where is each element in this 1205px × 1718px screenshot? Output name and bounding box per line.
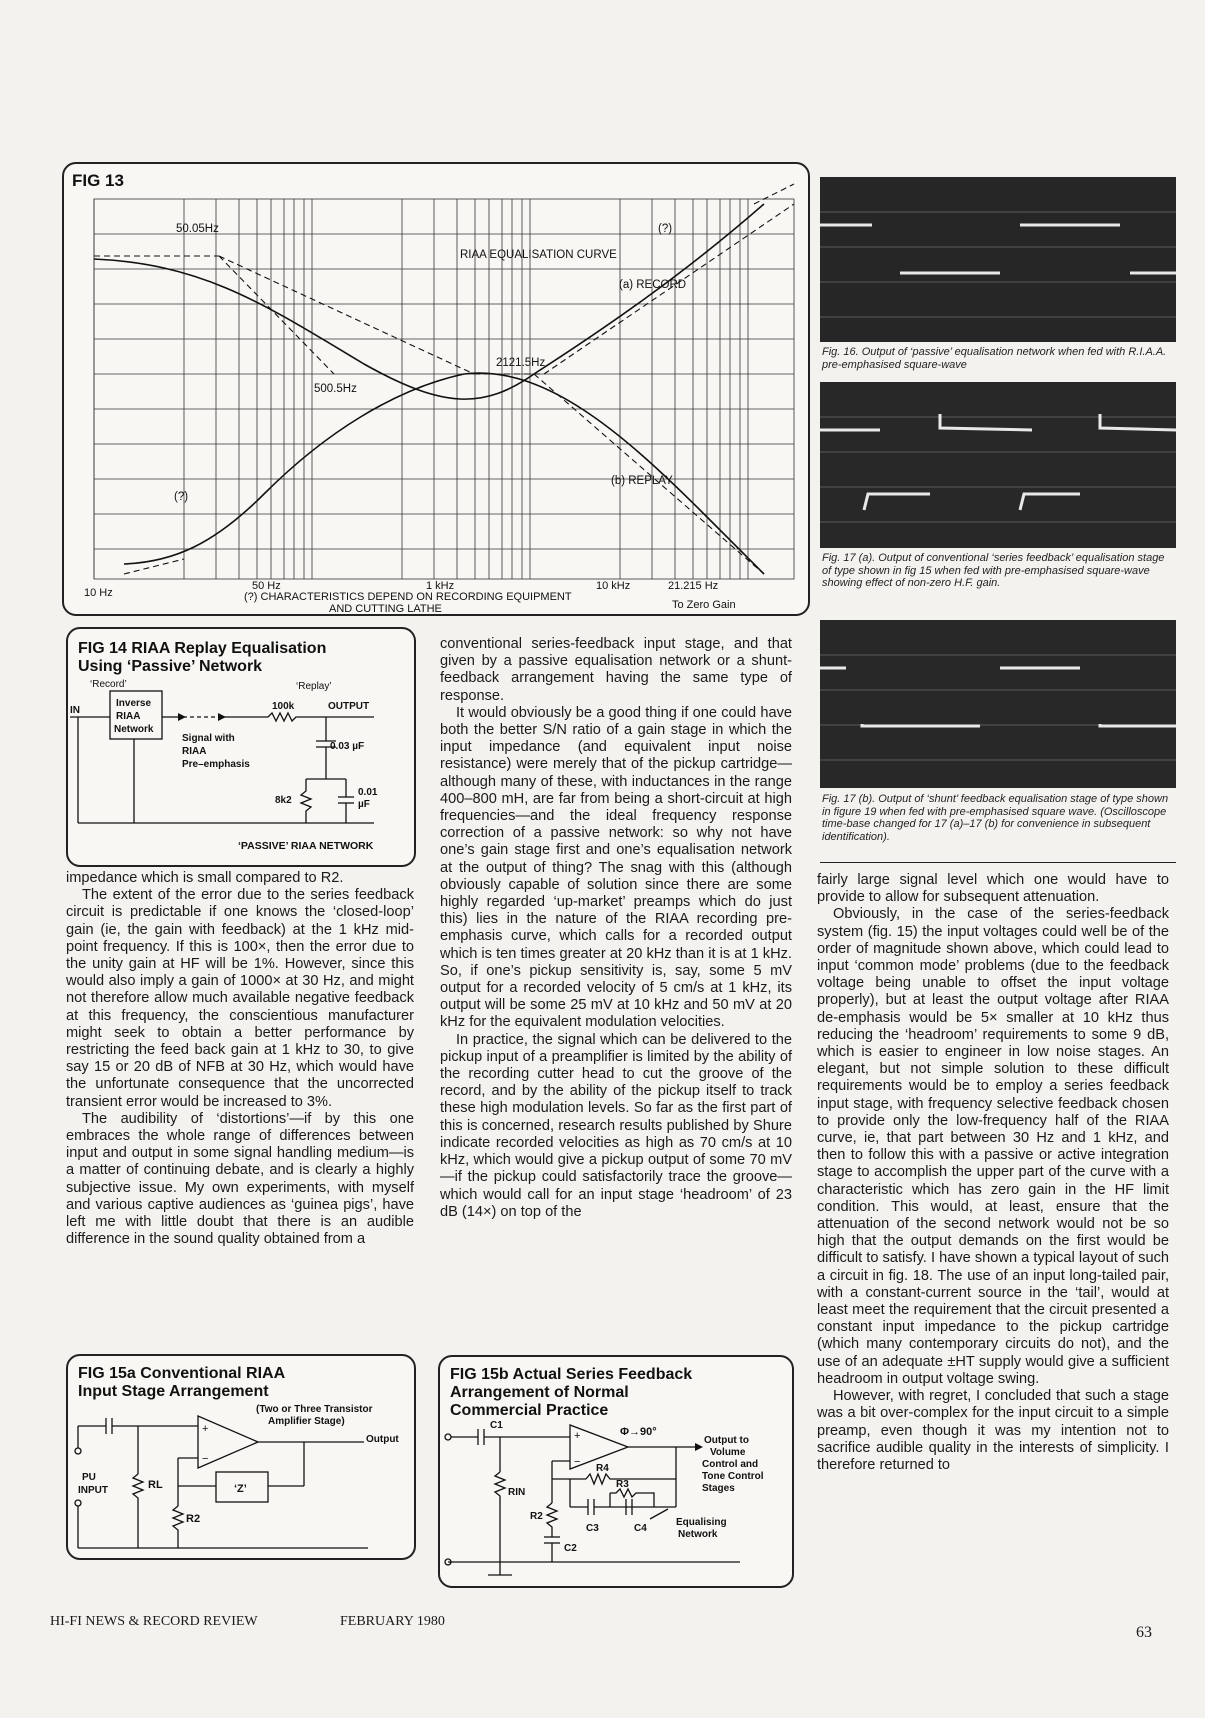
fig14-footer: ‘PASSIVE’ RIAA NETWORK — [238, 840, 374, 852]
fig15b-title: FIG 15b Actual Series Feedback — [450, 1366, 693, 1383]
fig14-title: FIG 14 RIAA Replay Equalisation — [78, 640, 327, 657]
fig14-in-label: IN — [70, 705, 80, 716]
label-q2: (?) — [174, 491, 189, 503]
fig15b-output-line1: Output to — [704, 1435, 749, 1446]
fig13-box — [62, 162, 810, 616]
fig15b-eq-line2: Network — [678, 1529, 718, 1540]
fig15b-eq-line1: Equalising — [676, 1517, 727, 1528]
svg-text:+: + — [202, 1423, 209, 1435]
col2-para-1: conventional series-feedback input stage, and that given by a passive equalisation network or a shunt-feedback arrangement having the same type of response. — [440, 636, 792, 704]
fig14-signal-line2: RIAA — [182, 746, 207, 757]
fig15b-c2-label: C2 — [564, 1543, 577, 1554]
svg-text:−: − — [202, 1453, 209, 1465]
fig14-output-label: OUTPUT — [328, 701, 370, 712]
label-zero-gain: To Zero Gain — [672, 599, 736, 611]
fig15b-rin-label: RIN — [508, 1487, 526, 1498]
xtick-10khz: 10 kHz — [596, 580, 631, 592]
fig14-replay-label: ‘Replay’ — [296, 681, 332, 692]
fig15b-output-line4: Tone Control — [702, 1471, 764, 1482]
svg-text:−: − — [574, 1456, 581, 1468]
fig15a-box — [66, 1354, 416, 1560]
label-500hz: 500.5Hz — [314, 383, 357, 395]
footer-magazine: HI-FI NEWS & RECORD REVIEW — [50, 1614, 258, 1629]
fig15a-input-label: INPUT — [78, 1485, 108, 1496]
fig14-circuit — [68, 629, 414, 865]
fig14-c2-label-a: 0.01 — [358, 787, 378, 798]
caption-divider — [820, 862, 1176, 863]
fig15a-amp-line2: Amplifier Stage) — [268, 1416, 345, 1427]
fig15b-title-3: Commercial Practice — [450, 1402, 609, 1419]
col3-para-2: Obviously, in the case of the series-feedback system (fig. 15) the input voltages could well be of the order of magnitude shown above, which could lead to input ‘common mode’ problems (due to the feedback voltage being unable to offset the input voltage properly), but at least the output voltage after RIAA de-emphasis would be 5× smaller at 10 kHz thus reducing the ‘headroom’ requirements to some 9 dB, which is easier to engineer in low noise stages. An elegant, but not simple solution to these difficult requirements would be to employ a series feedback input stage, with frequency selective feedback chosen to provide only the low-frequency half of the RIAA curve, ie, that part between 30 Hz and 1 kHz, and then to follow this with a passive or active integration stage to accomplish the upper part of the curve with a characteristic which has zero gain in the HF limit condition. This would, at least, ensure that the attenuation of the second network would not be so high that the output demands on the first would be difficult to satisfy. I have shown a typical layout of such a circuit in fig. 18. The use of an input long-tailed pair, with a constant-current source in the ‘tail’, would at least meet the requirement that the circuit presented a constant input impedance to the pickup cartridge (which many contemporary circuits do not), and the use of an adequate ±HT supply would give a sufficient headroom in output voltage swing. — [817, 906, 1169, 1387]
fig15b-output-line3: Control and — [702, 1459, 759, 1470]
col1-para-3: The audibility of ‘distortions’—if by this one embraces the whole range of differences between input and output in some signal handling medium—is a matter of continuing debate, and is clearly a highly subjective issue. My own experiments, with myself and various captive audiences as ‘guinea pigs’, have left me with little doubt that there is an audible difference in the sound quality obtained from a — [66, 1110, 414, 1248]
col3-para-1: fairly large signal level which one would have to provide to allow for subsequent attenuation. — [817, 872, 1169, 906]
label-record: (a) RECORD — [619, 279, 687, 291]
fig15b-c4-label: C4 — [634, 1523, 647, 1534]
fig14-c1-label: 0.03 µF — [330, 741, 365, 752]
fig14-c2-label-b: µF — [358, 799, 370, 810]
caption-fig16: Fig. 16. Output of ‘passive’ equalisation network when fed with R.I.A.A. pre-emphasised square-wave — [822, 346, 1167, 371]
fig13-graph — [64, 164, 808, 614]
text-column-1 — [66, 870, 414, 1248]
footer-page-number: 63 — [1136, 1624, 1152, 1641]
oscilloscope-photo-fig17b — [820, 620, 1176, 788]
fig15b-r3-label: R3 — [616, 1479, 629, 1490]
fig15a-pu-label: PU — [82, 1472, 96, 1483]
label-q1: (?) — [658, 223, 673, 235]
fig14-box-line3: Network — [114, 724, 154, 735]
fig15b-r4-label: R4 — [596, 1463, 609, 1474]
fig15a-title-2: Input Stage Arrangement — [78, 1383, 269, 1400]
label-curve: RIAA EQUALISATION CURVE — [460, 249, 617, 261]
fig15a-title: FIG 15a Conventional RIAA — [78, 1365, 286, 1382]
col1-para-2: The extent of the error due to the series feedback circuit is predictable if one knows the ‘closed-loop’ gain (ie, the gain with feedback) at the 1 kHz mid-point frequency. If this is 100×, then the error due to the unity gain at HF will be 1%. However, since this would also imply a gain of 1000× at 30 Hz, and might not therefore allow much available negative feedback at this frequency, the conscientious manufacturer might seek to obtain a better performance by restricting the feed back gain at 1 kHz to 30, to give say 15 or 20 dB of NFB at 30 Hz, which would have the unfortunate consequence that the uncorrected transient error would be increased to 3%. — [66, 887, 414, 1110]
fig15b-r2-label: R2 — [530, 1511, 543, 1522]
svg-text:+: + — [574, 1430, 581, 1442]
fig14-signal-line3: Pre–emphasis — [182, 759, 250, 770]
fig15a-amp-line1: (Two or Three Transistor — [256, 1404, 373, 1415]
fig15b-box — [438, 1355, 794, 1588]
fig15b-c3-label: C3 — [586, 1523, 599, 1534]
label-2121hz: 2121.5Hz — [496, 357, 546, 369]
fig14-title-2: Using ‘Passive’ Network — [78, 658, 263, 675]
fig14-box-line2: RIAA — [116, 711, 141, 722]
fig14-r2-label: 8k2 — [275, 795, 292, 806]
xtick-21khz: 21.215 Hz — [668, 580, 719, 592]
col2-para-3: In practice, the signal which can be delivered to the pickup input of a preamplifier is limited by the ability of the recording cutter head to cut the groove of the record, and by the ability of the pickup itself to track these high modulation levels. So far as the first part of this is concerned, research results published by Shure indicate recorded velocities as high as 70 cm/s at 10 kHz, which would give a pickup output of some 70 mV—if the pickup could satisfactorily trace the groove—which would call for an input stage ‘headroom’ of 23 dB (14×) on top of the — [440, 1031, 792, 1220]
col3-para-3: However, with regret, I concluded that such a stage was a bit over-complex for the input circuit to a simple preamp, even though it was my intention not to sacrifice audible quality in the interests of simplicity. I therefore returned to — [817, 1388, 1169, 1473]
fig15a-z-label: ‘Z’ — [234, 1483, 247, 1495]
fig14-r1-label: 100k — [272, 701, 295, 712]
label-50hz: 50.05Hz — [176, 223, 219, 235]
fig15b-output-line2: Volume — [710, 1447, 746, 1458]
text-column-2 — [440, 636, 792, 1221]
footer-date: FEBRUARY 1980 — [340, 1614, 445, 1629]
fig15b-title-2: Arrangement of Normal — [450, 1384, 629, 1401]
xtick-1khz: 1 kHz — [426, 580, 455, 592]
text-column-3 — [817, 872, 1169, 1474]
caption-fig17a: Fig. 17 (a). Output of conventional ‘series feedback’ equalisation stage of type shown in fig 15 when fed with pre-emphasised square-wave showing effect of non-zero H.F. gain. — [822, 552, 1165, 589]
fig13-note-2: AND CUTTING LATHE — [329, 603, 442, 614]
oscilloscope-photo-fig17a — [820, 382, 1176, 548]
xtick-10hz: 10 Hz — [84, 587, 113, 599]
fig15a-output-label: Output — [366, 1434, 399, 1445]
fig15b-phase-label: Φ→90° — [620, 1426, 657, 1438]
fig13-title: FIG 13 — [72, 171, 124, 190]
col2-para-2: It would obviously be a good thing if one could have both the better S/N ratio of a gain stage in which the input impedance (and equivalent input noise resistance) were merely that of the pickup cartridge—although many of these, with inductances in the range 400–800 mH, are far from being a short-circuit at high frequencies—and the ideal frequency response correction of a passive network: so why not have one’s gain stage first and one’s equalisation network at the output of thing? The snag with this (although obviously capable of solution since there are some highly regarded ‘up-market’ preamps which do just this) lies in the nature of the RIAA recording pre-emphasis curve, which calls for a recorded output which is ten times greater at 20 kHz than it is at 1 kHz. So, if one’s pickup sensitivity is, say, some 5 mV output for a recorded velocity of 5 cm/s at 1 kHz, its output will be some 25 mV at 10 kHz and 50 mV at 20 kHz for the equivalent modulation velocities. — [440, 704, 792, 1031]
fig15b-c1-label: C1 — [490, 1420, 503, 1431]
fig14-signal-line1: Signal with — [182, 733, 235, 744]
fig15a-rl-label: RL — [148, 1479, 163, 1491]
fig14-box-line1: Inverse — [116, 698, 152, 709]
xtick-50hz: 50 Hz — [252, 580, 281, 592]
fig14-record-label: ‘Record’ — [90, 679, 127, 690]
fig15b-output-line5: Stages — [702, 1483, 735, 1494]
fig14-box — [66, 627, 416, 867]
oscilloscope-photo-fig16 — [820, 177, 1176, 342]
col1-para-1: impedance which is small compared to R2. — [66, 870, 344, 886]
fig15b-circuit — [440, 1357, 792, 1586]
label-replay: (b) REPLAY — [611, 475, 673, 487]
caption-fig17b: Fig. 17 (b). Output of ‘shunt’ feedback equalisation stage of type shown in figure 19 when fed with pre-emphasised square wave. (Oscilloscope time-base changed for 17 (a)–17 (b) for convenience in subsequent identification). — [822, 793, 1169, 843]
fig13-note-1: (?) CHARACTERISTICS DEPEND ON RECORDING EQUIPMENT — [244, 591, 572, 603]
fig15a-r2-label: R2 — [186, 1513, 201, 1525]
fig15a-circuit — [68, 1356, 414, 1558]
